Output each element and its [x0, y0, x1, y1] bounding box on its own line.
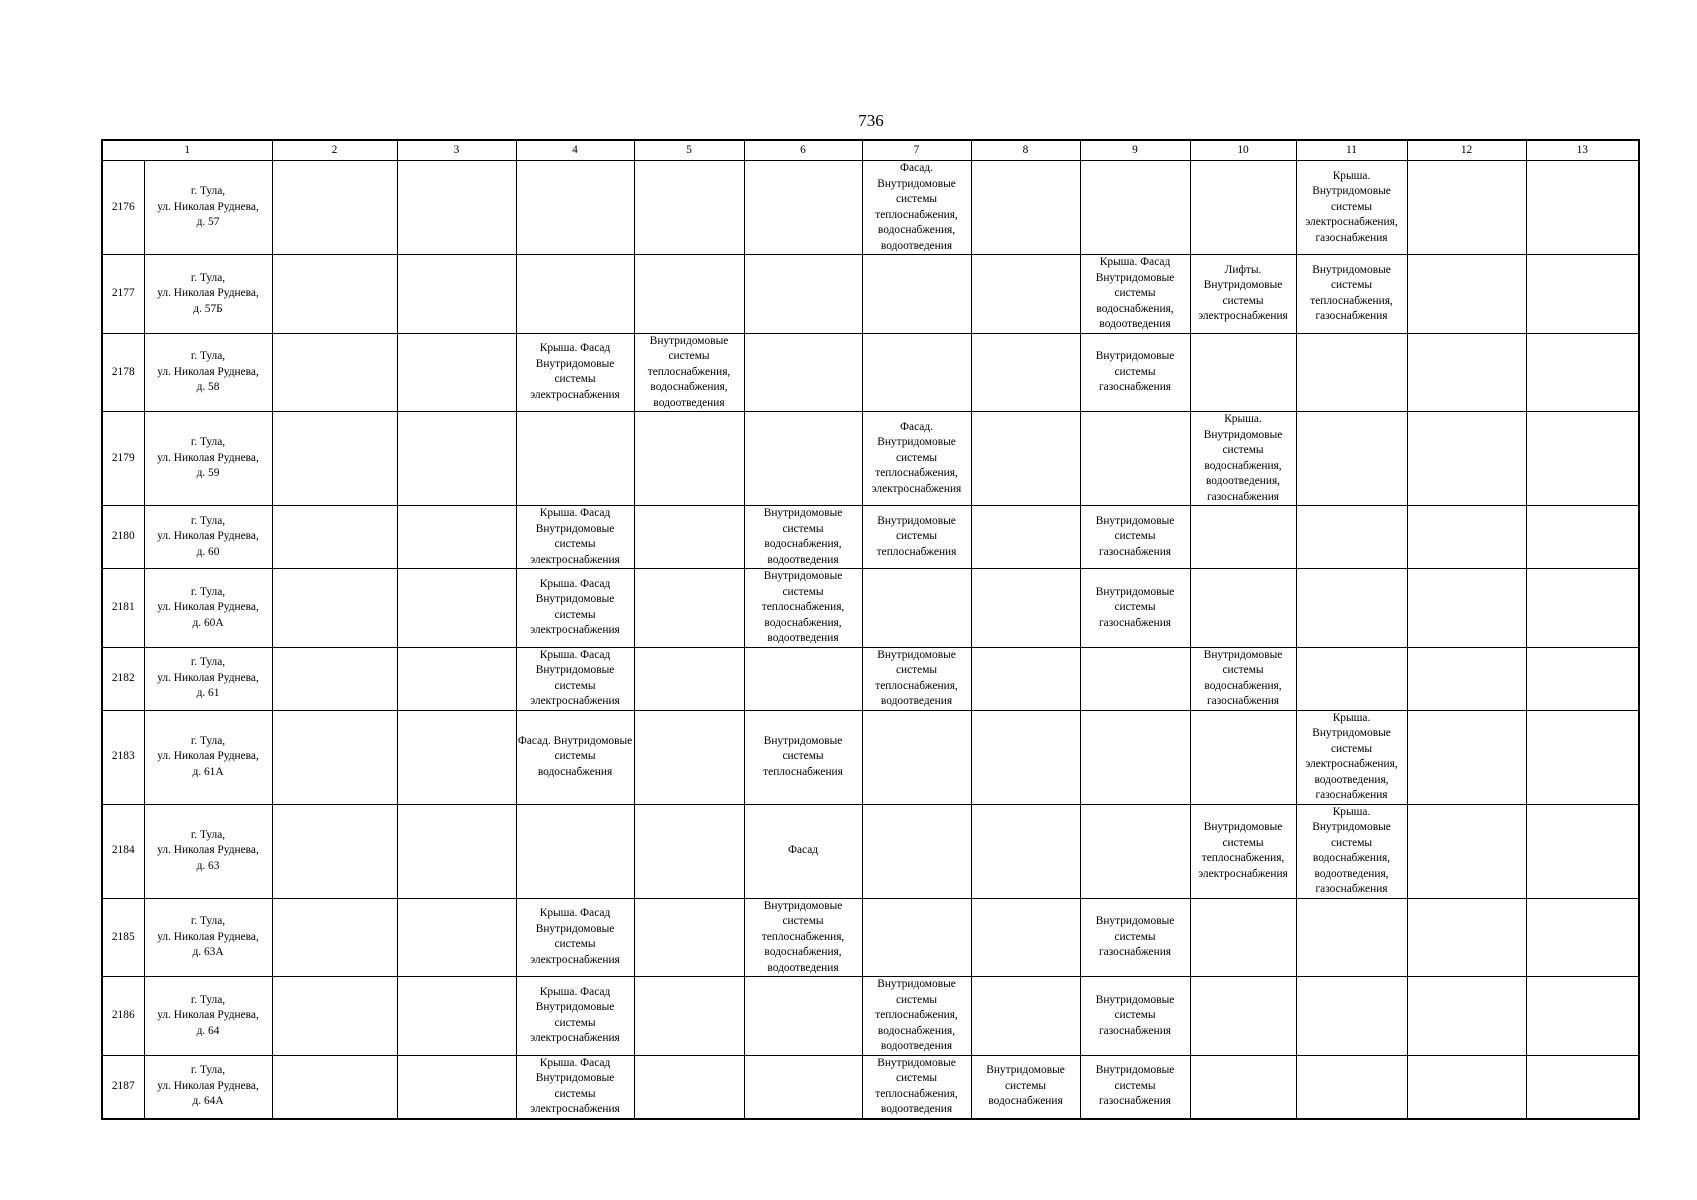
table-row: [102, 898, 1639, 977]
column-header: 5: [634, 140, 744, 161]
works-cell-col-9: Крыша. Фасад Внутридомовые системы водоснабжения, водоотведения: [1080, 255, 1190, 334]
column-header: 12: [1407, 140, 1526, 161]
works-cell-col-4: Крыша. Фасад Внутридомовые системы электроснабжения: [516, 333, 634, 412]
works-cell-col-7: Внутридомовые системы теплоснабжения, водоснабжения, водоотведения: [862, 977, 971, 1056]
works-cell-col-4: Крыша. Фасад Внутридомовые системы электроснабжения: [516, 569, 634, 648]
works-cell-col-8: [971, 255, 1080, 334]
works-cell-col-8: [971, 412, 1080, 506]
works-cell-col-12: [1407, 569, 1526, 648]
works-cell-col-5: [634, 569, 744, 648]
works-cell-col-4: Крыша. Фасад Внутридомовые системы электроснабжения: [516, 1055, 634, 1119]
works-cell-col-7: Внутридомовые системы теплоснабжения, водоотведения: [862, 1055, 971, 1119]
row-number: 2180: [102, 506, 144, 569]
address-house: д. 57Б: [193, 302, 223, 315]
works-cell-col-3: [397, 412, 516, 506]
works-cell-col-4: [516, 255, 634, 334]
works-cell-col-7: [862, 569, 971, 648]
works-cell-col-9: Внутридомовые системы газоснабжения: [1080, 333, 1190, 412]
works-cell-col-3: [397, 255, 516, 334]
address-street: ул. Николая Руднева,: [157, 601, 259, 613]
works-cell-col-7: [862, 333, 971, 412]
address-house: д. 57: [196, 216, 220, 229]
works-cell-col-9: Внутридомовые системы газоснабжения: [1080, 506, 1190, 569]
row-number: 2186: [102, 977, 144, 1056]
row-number: 2178: [102, 333, 144, 412]
works-cell-col-12: [1407, 977, 1526, 1056]
column-header: 10: [1190, 140, 1296, 161]
works-cell-col-7: [862, 804, 971, 898]
column-header: 9: [1080, 140, 1190, 161]
table-row: [102, 333, 1639, 412]
works-cell-col-8: [971, 569, 1080, 648]
works-cell-col-7: Внутридомовые системы теплоснабжения: [862, 506, 971, 569]
works-cell-col-2: [272, 804, 397, 898]
works-cell-col-8: [971, 161, 1080, 255]
works-cell-col-7: Фасад. Внутридомовые системы теплоснабжения, электроснабжения: [862, 412, 971, 506]
address-cell: [144, 506, 272, 569]
works-cell-col-2: [272, 647, 397, 710]
address-house: д. 60: [196, 545, 220, 558]
address-house: д. 63: [196, 859, 220, 872]
works-cell-col-6: [744, 647, 862, 710]
works-cell-col-5: [634, 898, 744, 977]
works-cell-col-6: [744, 1055, 862, 1119]
address-city: г. Тула,: [190, 185, 226, 198]
works-cell-col-11: [1296, 647, 1407, 710]
works-cell-col-5: [634, 710, 744, 804]
works-cell-col-5: [634, 647, 744, 710]
address-house: д. 58: [196, 381, 220, 393]
works-cell-col-4: Фасад. Внутридомовые системы водоснабжения: [516, 710, 634, 804]
works-cell-col-10: Внутридомовые системы теплоснабжения, электроснабжения: [1190, 804, 1296, 898]
works-cell-col-13: [1526, 333, 1639, 412]
works-cell-col-9: [1080, 647, 1190, 710]
works-cell-col-6: [744, 977, 862, 1056]
works-cell-col-13: [1526, 647, 1639, 710]
works-cell-col-4: Крыша. Фасад Внутридомовые системы электроснабжения: [516, 647, 634, 710]
address-city: г. Тула,: [190, 271, 226, 284]
works-cell-col-13: [1526, 977, 1639, 1056]
works-cell-col-9: Внутридомовые системы газоснабжения: [1080, 977, 1190, 1056]
column-header: 6: [744, 140, 862, 161]
address-city: г. Тула,: [190, 734, 226, 747]
works-cell-col-9: Внутридомовые системы газоснабжения: [1080, 1055, 1190, 1119]
table-row: [102, 647, 1639, 710]
works-cell-col-10: Лифты. Внутридомовые системы электроснабжения: [1190, 255, 1296, 334]
works-cell-col-4: [516, 412, 634, 506]
works-cell-col-9: [1080, 412, 1190, 506]
table-row: [102, 1055, 1639, 1119]
works-cell-col-3: [397, 333, 516, 412]
works-cell-col-8: [971, 506, 1080, 569]
address-city: г. Тула,: [190, 1064, 226, 1077]
works-cell-col-13: [1526, 710, 1639, 804]
address-house: д. 60А: [192, 616, 224, 629]
works-cell-col-7: [862, 710, 971, 804]
works-cell-col-4: Крыша. Фасад Внутридомовые системы электроснабжения: [516, 977, 634, 1056]
works-cell-col-3: [397, 977, 516, 1056]
row-number: 2179: [102, 412, 144, 506]
works-cell-col-10: [1190, 977, 1296, 1056]
works-cell-col-8: [971, 710, 1080, 804]
works-cell-col-11: [1296, 1055, 1407, 1119]
works-cell-col-11: [1296, 569, 1407, 648]
works-cell-col-7: [862, 898, 971, 977]
row-number: 2183: [102, 710, 144, 804]
column-header: 4: [516, 140, 634, 161]
works-cell-col-3: [397, 647, 516, 710]
page-number: 736: [858, 111, 884, 130]
works-cell-col-6: Фасад: [744, 804, 862, 898]
table-row: [102, 412, 1639, 506]
address-street: ул. Николая Руднева,: [157, 287, 259, 299]
works-cell-col-2: [272, 161, 397, 255]
address-city: г. Тула,: [190, 514, 226, 527]
row-number: 2181: [102, 569, 144, 648]
works-cell-col-4: Крыша. Фасад Внутридомовые системы электроснабжения: [516, 898, 634, 977]
address-cell: [144, 1055, 272, 1119]
works-cell-col-5: [634, 161, 744, 255]
works-cell-col-12: [1407, 506, 1526, 569]
works-cell-col-12: [1407, 1055, 1526, 1119]
works-cell-col-5: [634, 977, 744, 1056]
works-cell-col-10: [1190, 161, 1296, 255]
row-number: 2176: [102, 161, 144, 255]
works-cell-col-10: [1190, 1055, 1296, 1119]
row-number: 2182: [102, 647, 144, 710]
works-cell-col-11: Крыша. Внутридомовые системы водоснабжения, водоотведения, газоснабжения: [1296, 804, 1407, 898]
works-cell-col-11: [1296, 506, 1407, 569]
works-cell-col-12: [1407, 710, 1526, 804]
works-cell-col-6: [744, 412, 862, 506]
address-cell: [144, 255, 272, 334]
table-row: [102, 977, 1639, 1056]
works-cell-col-9: [1080, 710, 1190, 804]
works-cell-col-11: Крыша. Внутридомовые системы электроснабжения, водоотведения, газоснабжения: [1296, 710, 1407, 804]
works-cell-col-2: [272, 898, 397, 977]
works-cell-col-13: [1526, 569, 1639, 648]
repair-schedule-table: [101, 139, 1640, 1120]
address-city: г. Тула,: [190, 585, 226, 598]
address-street: ул. Николая Руднева,: [157, 1079, 259, 1092]
address-city: г. Тула,: [190, 915, 226, 927]
column-header: 1: [102, 140, 272, 161]
address-city: г. Тула,: [190, 436, 226, 449]
works-cell-col-13: [1526, 804, 1639, 898]
works-cell-col-12: [1407, 412, 1526, 506]
works-cell-col-9: Внутридомовые системы газоснабжения: [1080, 569, 1190, 648]
works-cell-col-3: [397, 804, 516, 898]
address-house: д. 61А: [192, 765, 224, 778]
table-row: [102, 710, 1639, 804]
works-cell-col-8: [971, 898, 1080, 977]
row-number: 2185: [102, 898, 144, 977]
address-cell: [144, 898, 272, 977]
works-cell-col-10: [1190, 710, 1296, 804]
works-cell-col-10: Крыша. Внутридомовые системы водоснабжения, водоотведения, газоснабжения: [1190, 412, 1296, 506]
works-cell-col-6: Внутридомовые системы теплоснабжения: [744, 710, 862, 804]
address-street: ул. Николая Руднева,: [157, 530, 259, 543]
works-cell-col-12: [1407, 804, 1526, 898]
works-cell-col-3: [397, 161, 516, 255]
works-cell-col-10: [1190, 333, 1296, 412]
works-cell-col-6: [744, 161, 862, 255]
address-cell: [144, 412, 272, 506]
address-street: ул. Николая Руднева,: [157, 750, 259, 763]
column-header: 11: [1296, 140, 1407, 161]
address-house: д. 61: [196, 687, 220, 700]
address-cell: [144, 161, 272, 255]
works-cell-col-7: [862, 255, 971, 334]
works-cell-col-8: [971, 977, 1080, 1056]
works-cell-col-5: [634, 804, 744, 898]
works-cell-col-13: [1526, 161, 1639, 255]
works-cell-col-5: [634, 255, 744, 334]
table-row: [102, 804, 1639, 898]
works-cell-col-13: [1526, 1055, 1639, 1119]
works-cell-col-7: Фасад. Внутридомовые системы теплоснабжения, водоснабжения, водоотведения: [862, 161, 971, 255]
column-header: 7: [862, 140, 971, 161]
works-cell-col-8: [971, 804, 1080, 898]
works-cell-col-3: [397, 710, 516, 804]
address-street: ул. Николая Руднева,: [157, 844, 259, 857]
table-row: [102, 506, 1639, 569]
works-cell-col-10: [1190, 898, 1296, 977]
address-city: г. Тула,: [190, 350, 226, 362]
works-cell-col-3: [397, 1055, 516, 1119]
works-cell-col-8: [971, 333, 1080, 412]
works-cell-col-13: [1526, 412, 1639, 506]
works-cell-col-4: [516, 161, 634, 255]
works-cell-col-7: Внутридомовые системы теплоснабжения, водоотведения: [862, 647, 971, 710]
address-house: д. 64А: [192, 1095, 224, 1108]
works-cell-col-8: Внутридомовые системы водоснабжения: [971, 1055, 1080, 1119]
works-cell-col-6: Внутридомовые системы водоснабжения, водоотведения: [744, 506, 862, 569]
row-number: 2177: [102, 255, 144, 334]
works-cell-col-11: [1296, 977, 1407, 1056]
works-cell-col-10: [1190, 569, 1296, 648]
works-cell-col-12: [1407, 647, 1526, 710]
address-house: д. 63А: [192, 946, 224, 958]
works-cell-col-12: [1407, 161, 1526, 255]
works-cell-col-2: [272, 333, 397, 412]
works-cell-col-3: [397, 898, 516, 977]
works-cell-col-2: [272, 710, 397, 804]
works-cell-col-11: [1296, 333, 1407, 412]
table-row: [102, 255, 1639, 334]
column-header: 13: [1526, 140, 1639, 161]
works-cell-col-13: [1526, 506, 1639, 569]
works-cell-col-6: [744, 333, 862, 412]
address-cell: [144, 977, 272, 1056]
column-header: 3: [397, 140, 516, 161]
table-row: [102, 569, 1639, 648]
works-cell-col-11: [1296, 898, 1407, 977]
column-header: 8: [971, 140, 1080, 161]
works-cell-col-4: Крыша. Фасад Внутридомовые системы электроснабжения: [516, 506, 634, 569]
address-city: г. Тула,: [190, 828, 226, 841]
works-cell-col-12: [1407, 255, 1526, 334]
table-body: [102, 161, 1639, 1119]
address-cell: [144, 804, 272, 898]
works-cell-col-5: [634, 506, 744, 569]
works-cell-col-5: [634, 1055, 744, 1119]
works-cell-col-11: Внутридомовые системы теплоснабжения, газоснабжения: [1296, 255, 1407, 334]
header-row: [102, 140, 1639, 161]
address-street: ул. Николая Руднева,: [157, 451, 259, 464]
works-cell-col-11: [1296, 412, 1407, 506]
address-house: д. 59: [196, 467, 220, 480]
works-cell-col-5: Внутридомовые системы теплоснабжения, водоснабжения, водоотведения: [634, 333, 744, 412]
works-cell-col-2: [272, 569, 397, 648]
row-number: 2187: [102, 1055, 144, 1119]
address-city: г. Тула,: [190, 656, 226, 669]
works-cell-col-12: [1407, 333, 1526, 412]
works-cell-col-2: [272, 255, 397, 334]
works-cell-col-9: [1080, 161, 1190, 255]
works-cell-col-2: [272, 1055, 397, 1119]
works-cell-col-2: [272, 412, 397, 506]
works-cell-col-2: [272, 506, 397, 569]
column-header: 2: [272, 140, 397, 161]
works-cell-col-11: Крыша. Внутридомовые системы электроснабжения, газоснабжения: [1296, 161, 1407, 255]
address-cell: [144, 710, 272, 804]
address-street: ул. Николая Руднева,: [157, 930, 259, 943]
address-city: г. Тула,: [190, 993, 226, 1006]
address-street: ул. Николая Руднева,: [157, 1009, 259, 1021]
works-cell-col-13: [1526, 255, 1639, 334]
works-cell-col-6: Внутридомовые системы теплоснабжения, водоснабжения, водоотведения: [744, 569, 862, 648]
works-cell-col-5: [634, 412, 744, 506]
address-cell: [144, 647, 272, 710]
works-cell-col-13: [1526, 898, 1639, 977]
table-row: [102, 161, 1639, 255]
address-cell: [144, 569, 272, 648]
works-cell-col-3: [397, 569, 516, 648]
works-cell-col-6: Внутридомовые системы теплоснабжения, водоснабжения, водоотведения: [744, 898, 862, 977]
works-cell-col-4: [516, 804, 634, 898]
works-cell-col-6: [744, 255, 862, 334]
address-house: д. 64: [196, 1024, 220, 1037]
address-street: ул. Николая Руднева,: [157, 671, 259, 684]
address-cell: [144, 333, 272, 412]
address-street: ул. Николая Руднева,: [157, 200, 259, 213]
works-cell-col-10: Внутридомовые системы водоснабжения, газоснабжения: [1190, 647, 1296, 710]
row-number: 2184: [102, 804, 144, 898]
works-cell-col-8: [971, 647, 1080, 710]
works-cell-col-2: [272, 977, 397, 1056]
works-cell-col-9: [1080, 804, 1190, 898]
works-cell-col-9: Внутридомовые системы газоснабжения: [1080, 898, 1190, 977]
works-cell-col-3: [397, 506, 516, 569]
address-street: ул. Николая Руднева,: [157, 365, 259, 378]
works-cell-col-10: [1190, 506, 1296, 569]
works-cell-col-12: [1407, 898, 1526, 977]
